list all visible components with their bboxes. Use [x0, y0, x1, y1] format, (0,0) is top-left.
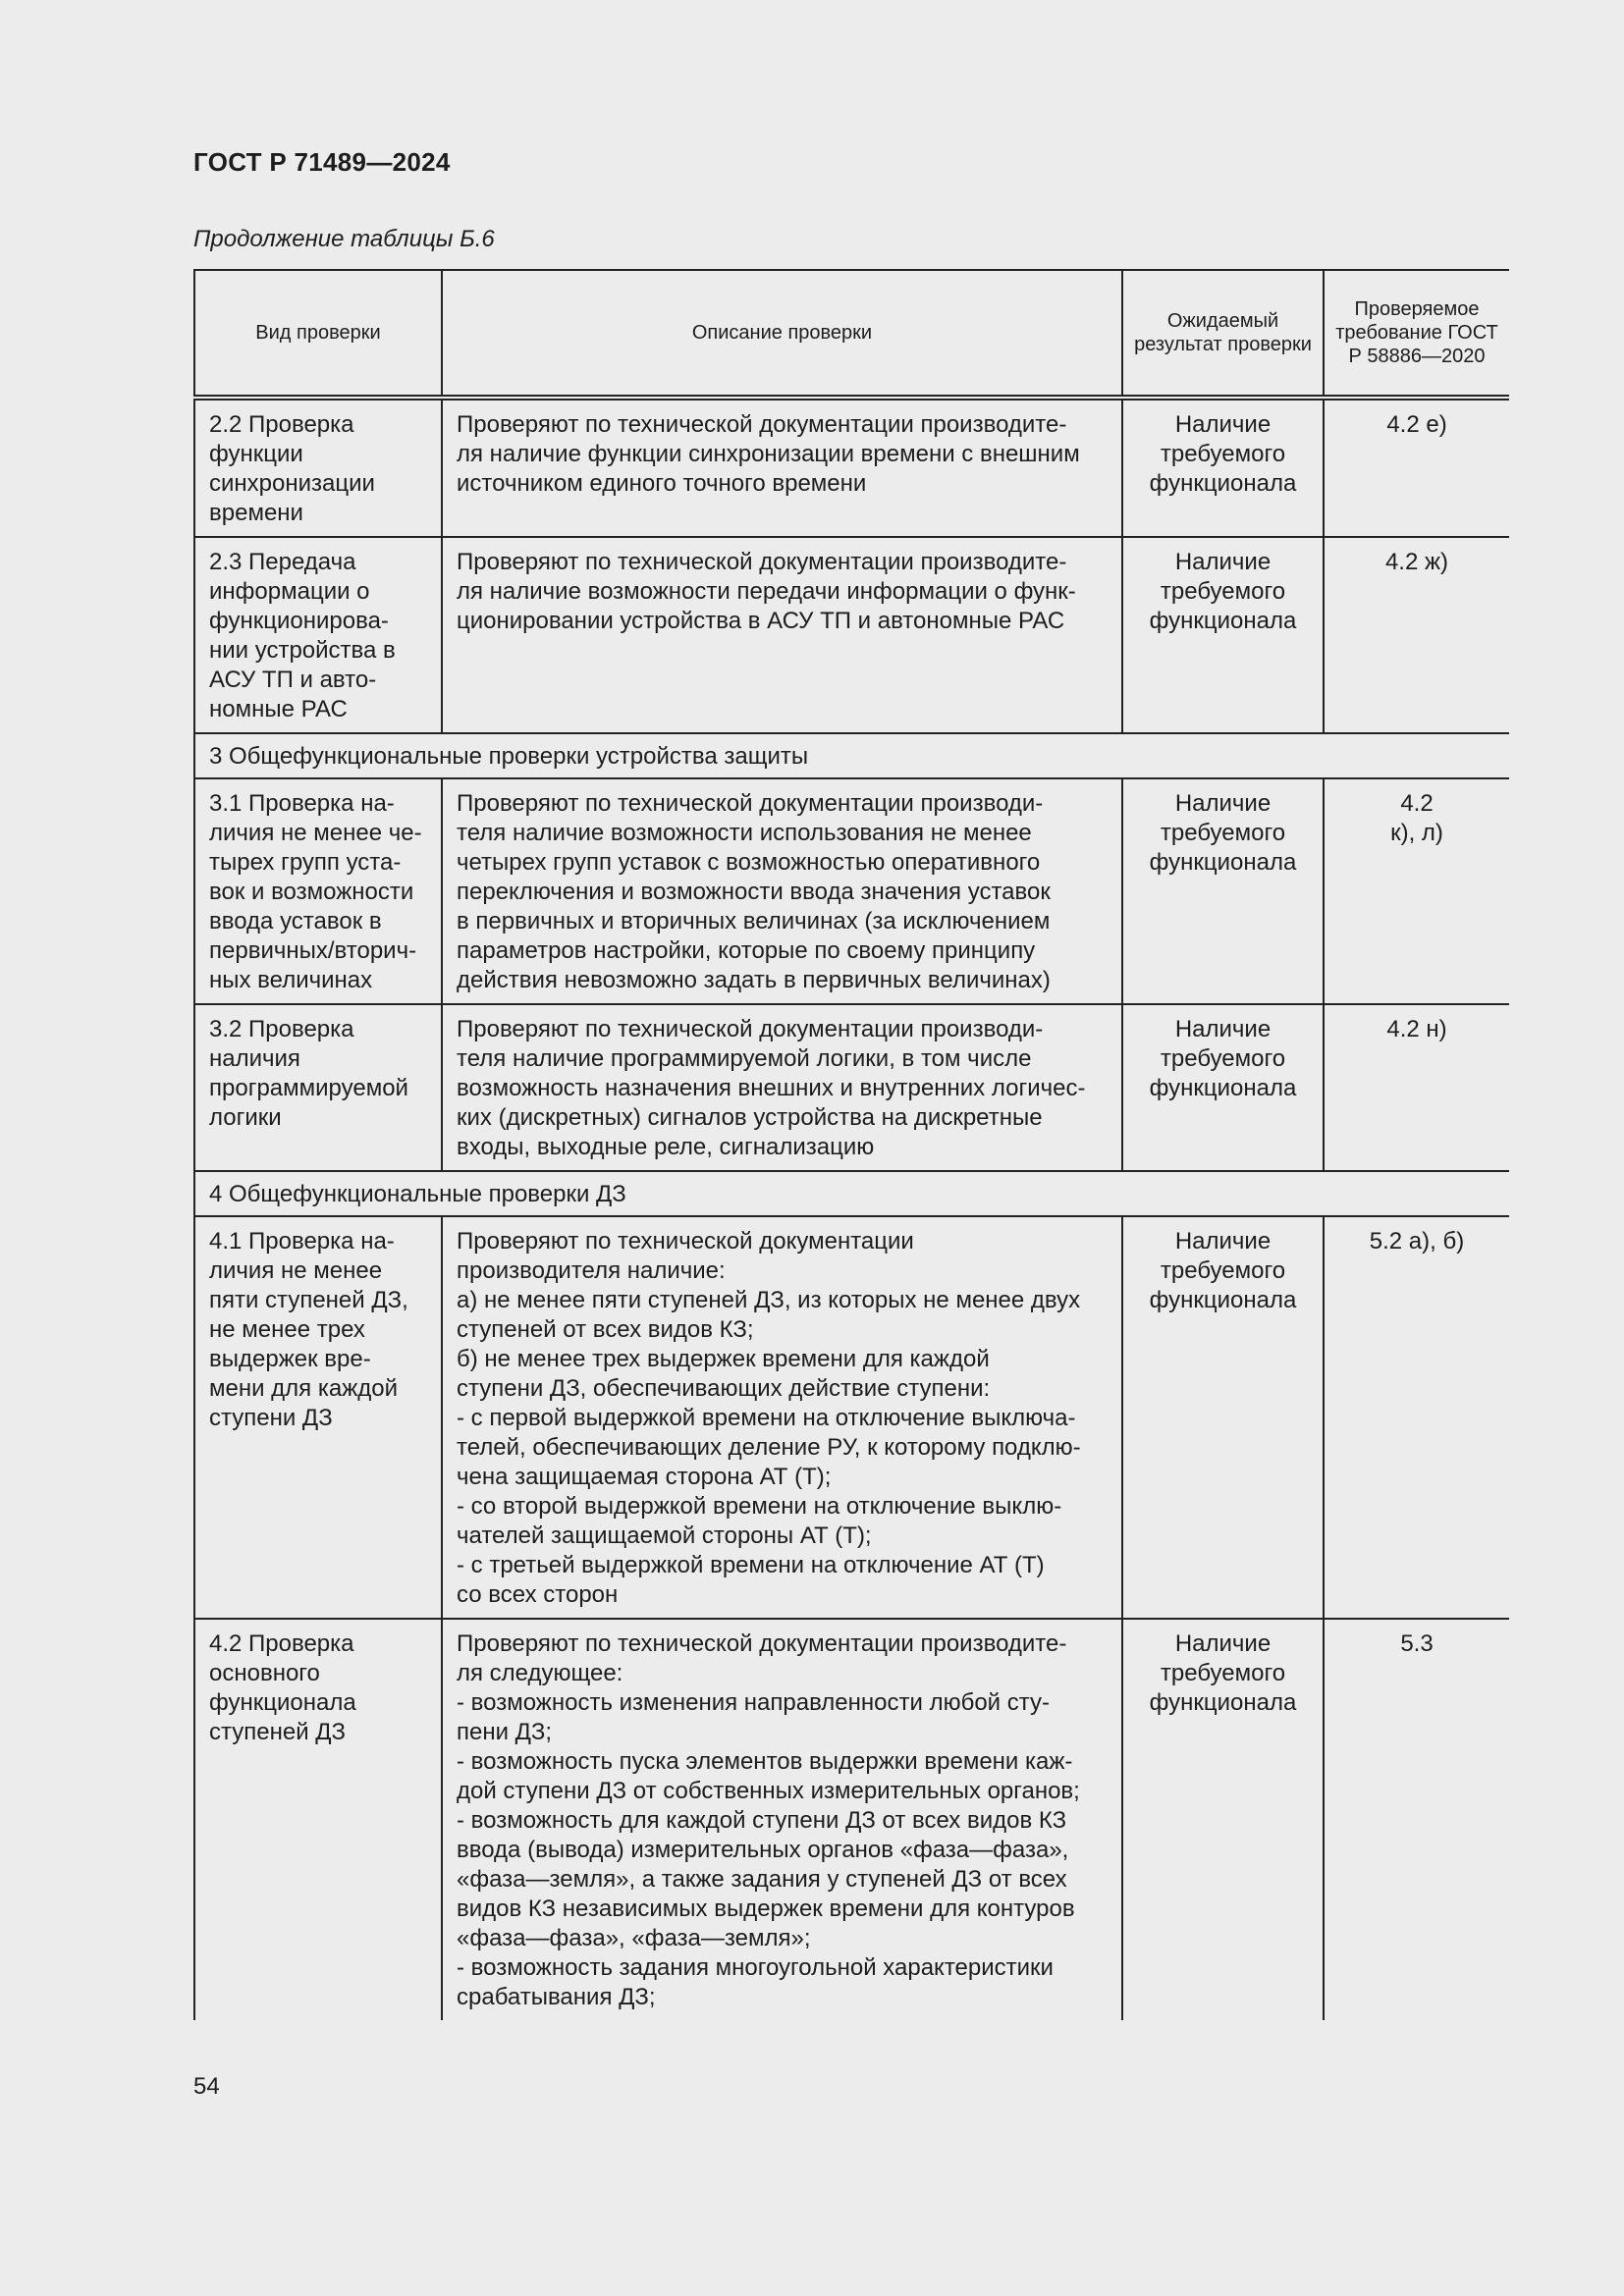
requirement-cell	[1324, 1216, 1509, 1619]
column-header-description: Описание проверки	[442, 270, 1122, 398]
cell-text-line: функционала	[1149, 849, 1297, 876]
cell-text-line: функционала	[1149, 608, 1297, 634]
requirement-cell	[1324, 1619, 1509, 2020]
cell-text-line: функционала	[1149, 470, 1297, 497]
cell-text-line: 2.2 Проверка	[209, 411, 354, 438]
cell-text-line: ступеней от всех видов КЗ;	[457, 1316, 754, 1343]
cell-text-line: тырех групп уста-	[209, 849, 402, 876]
cell-text-line: синхронизации	[209, 470, 375, 497]
cell-text-line: к), л)	[1390, 820, 1443, 846]
table-row	[194, 1216, 1509, 1619]
table-row	[194, 1619, 1509, 2020]
table-row	[194, 778, 1509, 1004]
cell-text-line: б) не менее трех выдержек времени для каждой	[457, 1346, 990, 1372]
cell-text-line: вок и возможности	[209, 879, 414, 905]
cell-text-line: 5.2 а), б)	[1369, 1228, 1465, 1255]
cell-text-line: ввода уставок в	[209, 908, 382, 934]
cell-text-line: личия не менее че-	[209, 820, 422, 846]
cell-text-line: чателей защищаемой стороны АТ (Т);	[457, 1522, 872, 1549]
cell-text-line: времени	[209, 500, 303, 526]
column-header-expected-result: Ожидаемый результат проверки	[1122, 270, 1324, 398]
cell-text-line: выдержек вре-	[209, 1346, 371, 1372]
document-header: ГОСТ Р 71489—2024	[193, 147, 451, 177]
cell-text-line: производителя наличие:	[457, 1257, 726, 1284]
cell-text-line: «фаза—земля», а также задания у ступеней ДЗ от всех	[457, 1866, 1067, 1893]
column-header-check-type: Вид проверки	[194, 270, 442, 398]
requirement-cell	[1324, 778, 1509, 1004]
cell-text-line: источником единого точного времени	[457, 470, 867, 497]
cell-text-line: входы, выходные реле, сигнализацию	[457, 1134, 875, 1160]
cell-text-line: требуемого	[1160, 441, 1286, 467]
requirement-cell	[1324, 1004, 1509, 1171]
cell-text-line: - с третьей выдержкой времени на отключение АТ (Т)	[457, 1552, 1045, 1578]
section-heading: 4 Общефункциональные проверки ДЗ	[194, 1171, 1509, 1216]
requirement-cell	[1324, 398, 1509, 537]
cell-text-line: требуемого	[1160, 578, 1286, 605]
table-body	[194, 398, 1509, 2020]
cell-text-line: Проверяют по технической документации производите-	[457, 1630, 1067, 1657]
table-row	[194, 1004, 1509, 1171]
description-cell	[442, 1004, 1122, 1171]
cell-text-line: 4.2 е)	[1386, 411, 1447, 438]
cell-text-line: номные РАС	[209, 696, 348, 722]
description-cell	[442, 537, 1122, 733]
cell-text-line: функционирова-	[209, 608, 389, 634]
cell-text-line: - возможность для каждой ступени ДЗ от всех видов КЗ	[457, 1807, 1067, 1834]
table-header-row	[194, 270, 1509, 398]
cell-text-line: Проверяют по технической документации производи-	[457, 790, 1044, 817]
cell-text-line: Наличие	[1174, 1016, 1272, 1042]
cell-text-line: Наличие	[1174, 1228, 1272, 1255]
cell-text-line: не менее трех	[209, 1316, 365, 1343]
expected-result-cell	[1122, 1004, 1324, 1171]
description-cell	[442, 1216, 1122, 1619]
cell-text-line: ля наличие возможности передачи информации о функ-	[457, 578, 1076, 605]
cell-text-line: чена защищаемая сторона АТ (Т);	[457, 1464, 832, 1490]
cell-text-line: ступени ДЗ, обеспечивающих действие ступени:	[457, 1375, 991, 1402]
cell-text-line: возможность назначения внешних и внутренних логичес-	[457, 1075, 1086, 1101]
cell-text-line: дой ступени ДЗ от собственных измерительных органов;	[457, 1778, 1080, 1804]
check-type-cell	[194, 1004, 442, 1171]
cell-text-line: пяти ступеней ДЗ,	[209, 1287, 408, 1313]
cell-text-line: функционала	[1149, 1689, 1297, 1716]
description-cell	[442, 398, 1122, 537]
expected-result-cell	[1122, 398, 1324, 537]
cell-text-line: - с первой выдержкой времени на отключение выключа-	[457, 1405, 1076, 1431]
cell-text-line: мени для каждой	[209, 1375, 399, 1402]
check-type-cell	[194, 778, 442, 1004]
cell-text-line: 5.3	[1400, 1630, 1434, 1657]
cell-text-line: требуемого	[1160, 1045, 1286, 1072]
cell-text-line: функционала	[1149, 1075, 1297, 1101]
cell-text-line: функционала	[1149, 1287, 1297, 1313]
cell-text-line: Наличие	[1174, 1630, 1272, 1657]
table-row	[194, 537, 1509, 733]
table-row	[194, 398, 1509, 537]
check-type-cell	[194, 537, 442, 733]
cell-text-line: а) не менее пяти ступеней ДЗ, из которых не менее двух	[457, 1287, 1081, 1313]
cell-text-line: 3.2 Проверка	[209, 1016, 354, 1042]
check-type-cell	[194, 398, 442, 537]
cell-text-line: видов КЗ независимых выдержек времени для контуров	[457, 1896, 1075, 1922]
check-type-cell	[194, 1619, 442, 2020]
cell-text-line: 4.2	[1400, 790, 1434, 817]
cell-text-line: параметров настройки, которые по своему принципу	[457, 937, 1036, 964]
cell-text-line: основного	[209, 1660, 320, 1686]
cell-text-line: теля наличие возможности использования не менее	[457, 820, 1032, 846]
cell-text-line: - возможность пуска элементов выдержки времени каж-	[457, 1748, 1073, 1775]
cell-text-line: Проверяют по технической документации	[457, 1228, 914, 1255]
cell-text-line: требуемого	[1160, 1257, 1286, 1284]
page-number: 54	[193, 2073, 220, 2100]
cell-text-line: логики	[209, 1104, 282, 1131]
cell-text-line: ля следующее:	[457, 1660, 623, 1686]
requirement-cell	[1324, 537, 1509, 733]
table-caption: Продолжение таблицы Б.6	[193, 226, 495, 252]
cell-text-line: ционировании устройства в АСУ ТП и автономные РАС	[457, 608, 1065, 634]
description-cell	[442, 1619, 1122, 2020]
cell-text-line: телей, обеспечивающих деление РУ, к которому подклю-	[457, 1434, 1081, 1461]
cell-text-line: - возможность изменения направленности любой сту-	[457, 1689, 1050, 1716]
cell-text-line: функции	[209, 441, 303, 467]
expected-result-cell	[1122, 537, 1324, 733]
cell-text-line: - со второй выдержкой времени на отключение выклю-	[457, 1493, 1062, 1520]
cell-text-line: первичных/вторич-	[209, 937, 417, 964]
cell-text-line: требуемого	[1160, 1660, 1286, 1686]
expected-result-cell	[1122, 778, 1324, 1004]
cell-text-line: Наличие	[1174, 411, 1272, 438]
cell-text-line: «фаза—фаза», «фаза—земля»;	[457, 1925, 811, 1951]
cell-text-line: ввода (вывода) измерительных органов «фаза—фаза»,	[457, 1837, 1069, 1863]
cell-text-line: ных величинах	[209, 967, 373, 993]
section-row	[194, 733, 1509, 778]
cell-text-line: в первичных и вторичных величинах (за исключением	[457, 908, 1051, 934]
cell-text-line: Проверяют по технической документации производи-	[457, 1016, 1044, 1042]
expected-result-cell	[1122, 1216, 1324, 1619]
cell-text-line: нии устройства в	[209, 637, 396, 664]
column-header-requirement: Проверяемое требование ГОСТ Р 58886—2020	[1324, 270, 1509, 398]
cell-text-line: наличия	[209, 1045, 300, 1072]
cell-text-line: 4.2 ж)	[1384, 549, 1449, 575]
cell-text-line: переключения и возможности ввода значения уставок	[457, 879, 1051, 905]
cell-text-line: 4.2 н)	[1386, 1016, 1447, 1042]
cell-text-line: Проверяют по технической документации производите-	[457, 411, 1067, 438]
cell-text-line: пени ДЗ;	[457, 1719, 553, 1745]
cell-text-line: действия невозможно задать в первичных величинах)	[457, 967, 1051, 993]
cell-text-line: 2.3 Передача	[209, 549, 356, 575]
cell-text-line: Наличие	[1174, 549, 1272, 575]
description-cell	[442, 778, 1122, 1004]
section-row	[194, 1171, 1509, 1216]
cell-text-line: АСУ ТП и авто-	[209, 667, 377, 693]
cell-text-line: 4.1 Проверка на-	[209, 1228, 395, 1255]
expected-result-cell	[1122, 1619, 1324, 2020]
cell-text-line: со всех сторон	[457, 1581, 619, 1608]
cell-text-line: функционала	[209, 1689, 356, 1716]
requirements-table-wrapper	[193, 269, 1509, 2021]
cell-text-line: информации о	[209, 578, 370, 605]
cell-text-line: программируемой	[209, 1075, 408, 1101]
cell-text-line: срабатывания ДЗ;	[457, 1984, 656, 2010]
cell-text-line: ля наличие функции синхронизации времени с внешним	[457, 441, 1080, 467]
cell-text-line: личия не менее	[209, 1257, 383, 1284]
section-heading: 3 Общефункциональные проверки устройства защиты	[194, 733, 1509, 778]
cell-text-line: ких (дискретных) сигналов устройства на дискретные	[457, 1104, 1043, 1131]
cell-text-line: Наличие	[1174, 790, 1272, 817]
check-type-cell	[194, 1216, 442, 1619]
cell-text-line: Проверяют по технической документации производите-	[457, 549, 1067, 575]
cell-text-line: четырех групп уставок с возможностью оперативного	[457, 849, 1041, 876]
requirements-table	[193, 269, 1509, 2020]
cell-text-line: 3.1 Проверка на-	[209, 790, 395, 817]
cell-text-line: ступени ДЗ	[209, 1405, 333, 1431]
cell-text-line: ступеней ДЗ	[209, 1719, 347, 1745]
cell-text-line: - возможность задания многоугольной характеристики	[457, 1954, 1054, 1981]
cell-text-line: требуемого	[1160, 820, 1286, 846]
cell-text-line: 4.2 Проверка	[209, 1630, 354, 1657]
cell-text-line: теля наличие программируемой логики, в том числе	[457, 1045, 1032, 1072]
